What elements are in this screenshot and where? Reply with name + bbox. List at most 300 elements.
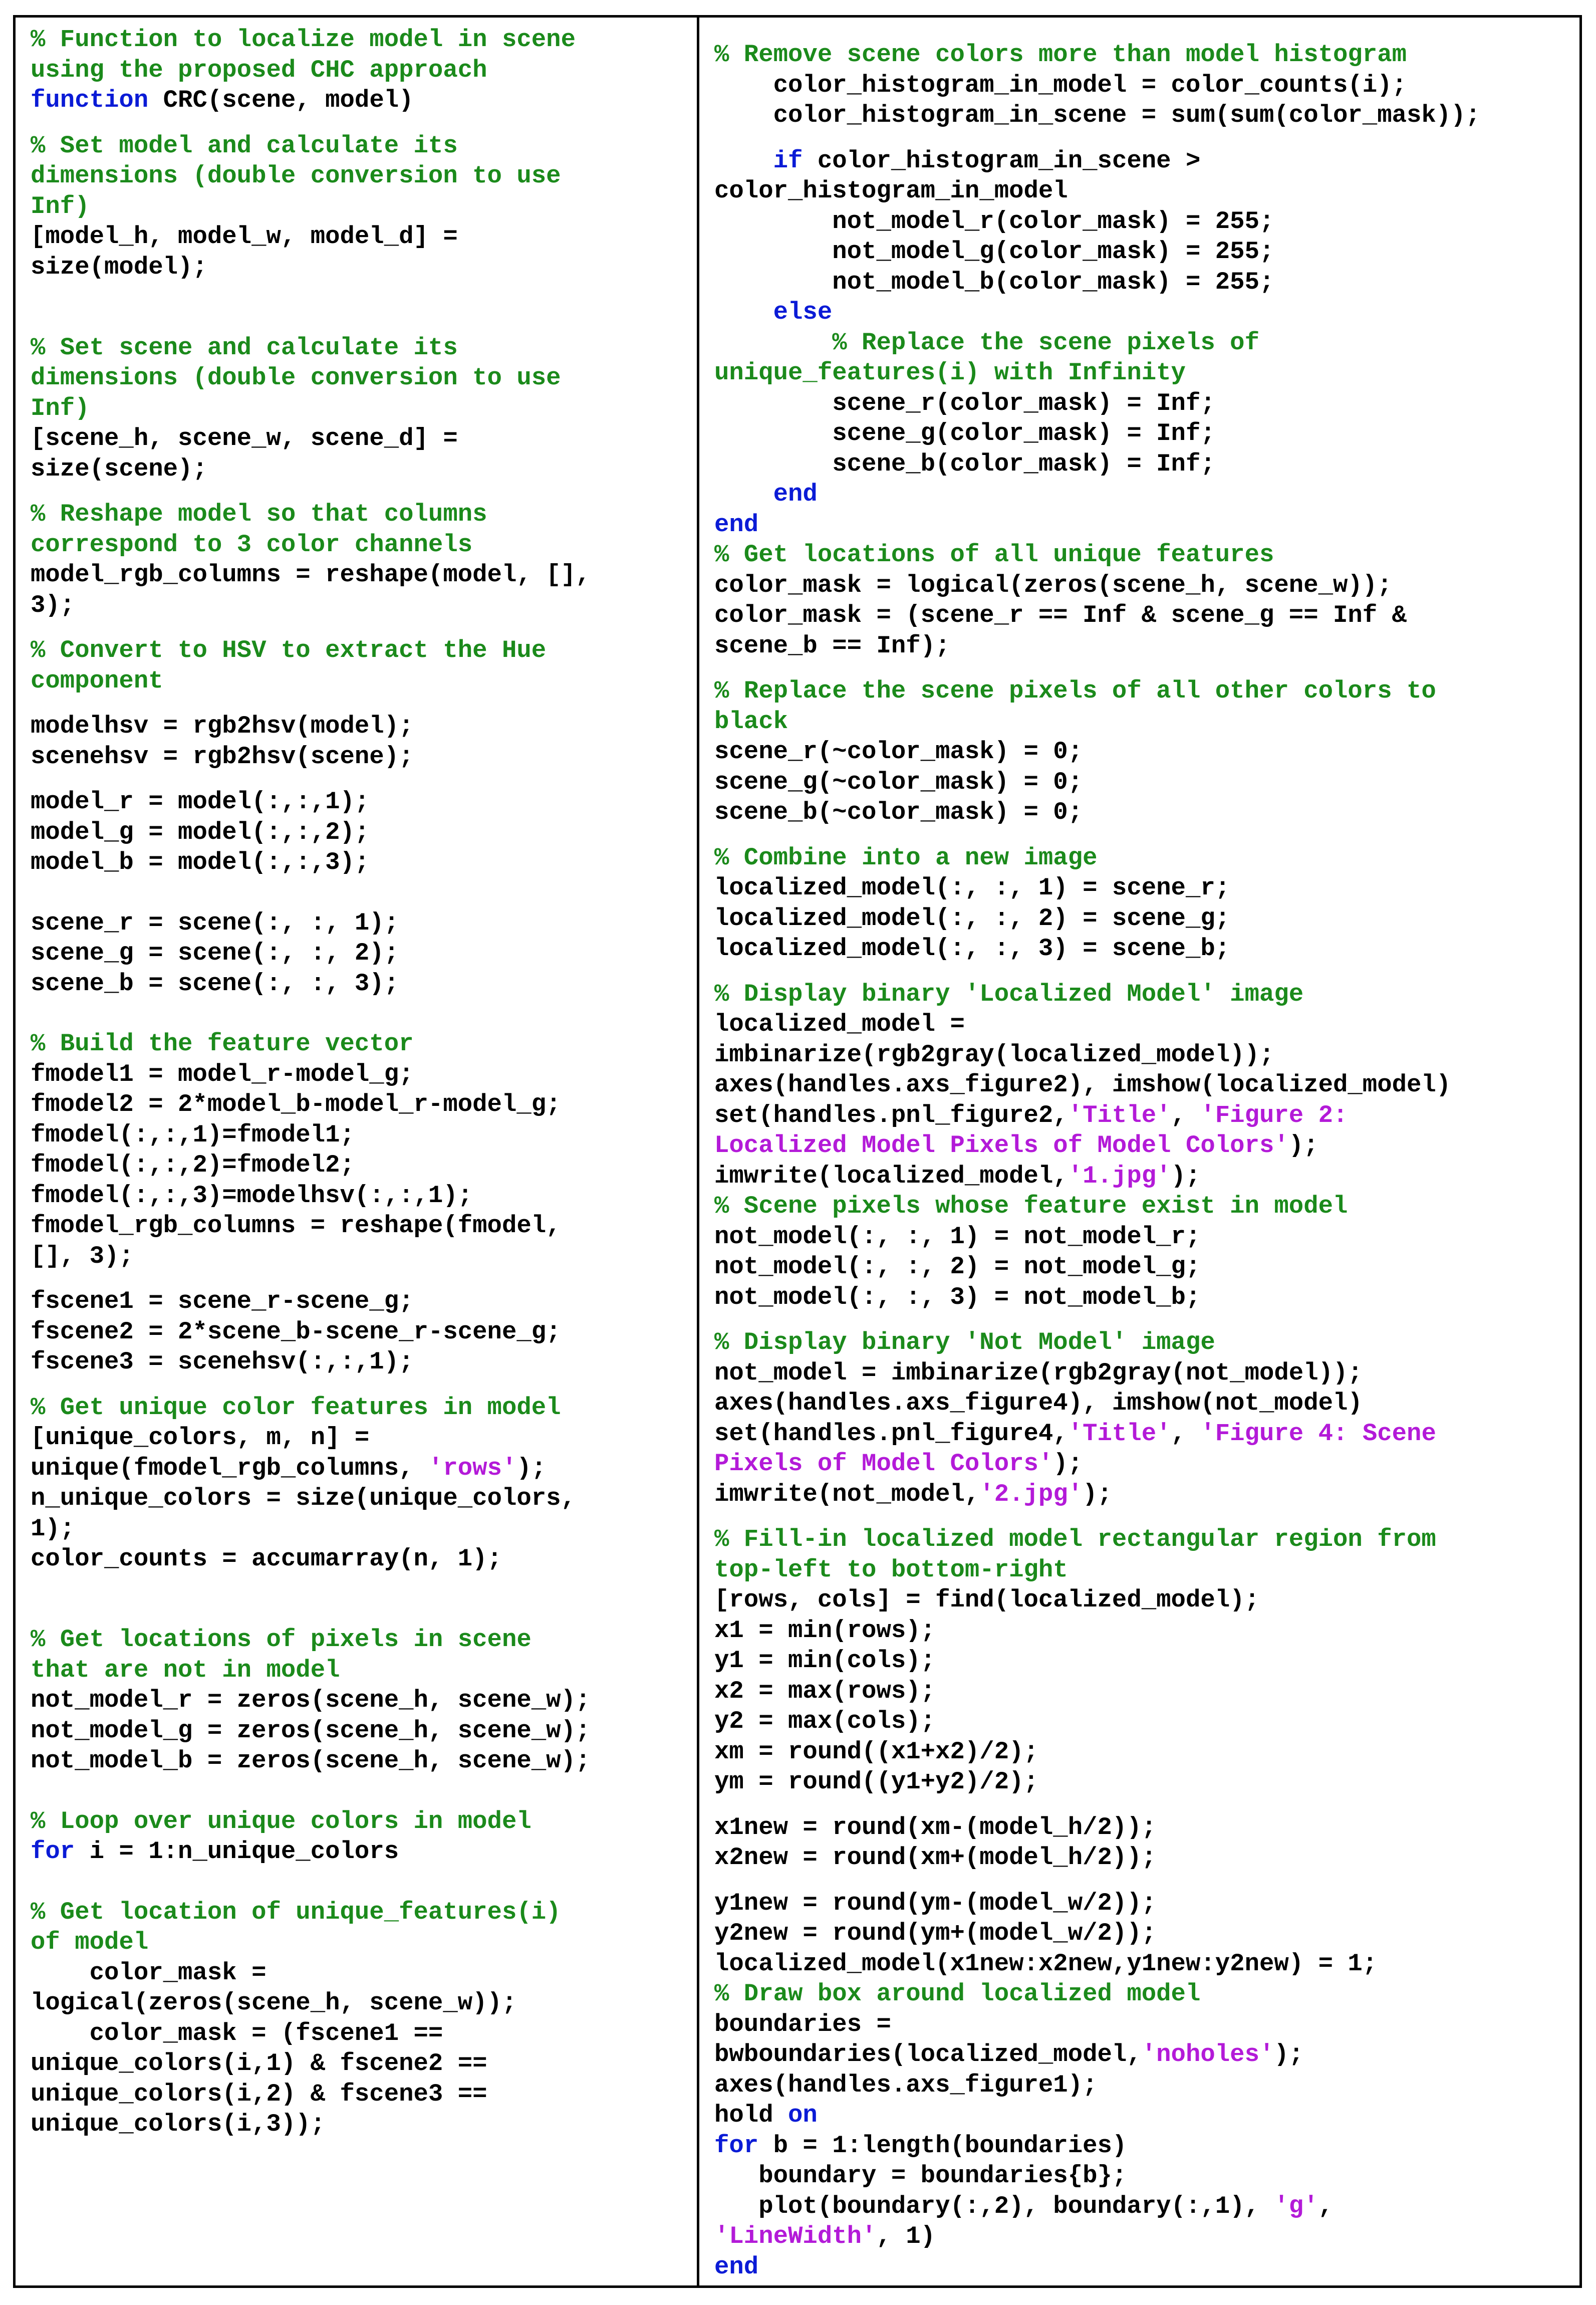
code-line xyxy=(714,418,1574,449)
code-line xyxy=(714,146,1574,176)
line-gap xyxy=(714,964,1574,979)
code-comment: % Display binary 'Localized Model' image xyxy=(714,980,1304,1008)
right-code-block xyxy=(714,18,1574,2282)
line-gap xyxy=(714,1797,1574,1812)
code-line xyxy=(714,1252,1574,1282)
code-line xyxy=(714,328,1574,358)
code-comment: % Scene pixels whose feature exist in model xyxy=(714,1192,1348,1220)
code-line xyxy=(714,631,1574,661)
code-text: xm = round((x1+x2)/2); xyxy=(714,1737,1038,1766)
code-line xyxy=(714,1616,1574,1646)
code-text xyxy=(714,147,773,175)
code-keyword: on xyxy=(788,2101,818,2129)
code-string: 'rows' xyxy=(428,1454,517,1482)
code-line xyxy=(714,2009,1574,2040)
code-text: axes(handles.axs_figure4), imshow(not_model) xyxy=(714,1389,1363,1417)
code-text: , xyxy=(1171,1419,1201,1448)
code-comment: % Replace the scene pixels of xyxy=(832,328,1259,357)
code-line xyxy=(31,1958,692,1988)
code-line xyxy=(714,1676,1574,1707)
code-text: boundaries = xyxy=(714,2010,891,2038)
code-line xyxy=(31,393,692,424)
code-text: x1new = round(xm-(model_h/2)); xyxy=(714,1813,1157,1841)
code-line xyxy=(714,267,1574,298)
code-text: ); xyxy=(516,1454,547,1482)
code-line xyxy=(31,55,692,86)
line-gap xyxy=(31,1574,692,1594)
code-text: scene_r = scene(:, :, 1); xyxy=(31,908,399,937)
code-line xyxy=(714,1979,1574,2009)
code-keyword: for xyxy=(31,1837,75,1866)
code-text: localized_model(:, :, 1) = scene_r; xyxy=(714,874,1230,902)
code-comment: % Fill-in localized model rectangular region from xyxy=(714,1525,1436,1553)
code-text: not_model(:, :, 1) = not_model_r; xyxy=(714,1222,1201,1251)
code-line xyxy=(31,1453,692,1484)
code-text: color_histogram_in_scene = sum(sum(color_mask)); xyxy=(714,101,1481,129)
code-text: not_model(:, :, 2) = not_model_g; xyxy=(714,1253,1201,1281)
code-line xyxy=(31,2018,692,2049)
code-line xyxy=(714,843,1574,873)
line-gap xyxy=(31,999,692,1029)
code-line xyxy=(31,938,692,969)
code-text: x2new = round(xm+(model_h/2)); xyxy=(714,1843,1157,1872)
code-line xyxy=(714,479,1574,510)
code-text: modelhsv = rgb2hsv(model); xyxy=(31,712,414,740)
code-text: set(handles.pnl_figure4, xyxy=(714,1419,1068,1448)
code-line xyxy=(31,1836,692,1867)
code-line xyxy=(31,560,692,590)
code-line xyxy=(31,161,692,191)
code-line xyxy=(714,873,1574,903)
code-line xyxy=(714,979,1574,1010)
code-line xyxy=(714,1100,1574,1131)
line-gap xyxy=(714,1873,1574,1888)
code-text: color_mask = logical(zeros(scene_h, scene_w)); xyxy=(714,571,1392,599)
code-line xyxy=(31,1988,692,2018)
code-line xyxy=(714,1479,1574,1510)
code-line xyxy=(714,2039,1574,2070)
line-gap xyxy=(31,1867,692,1897)
code-text: not_model = imbinarize(rgb2gray(not_model)); xyxy=(714,1358,1363,1387)
code-line xyxy=(714,1706,1574,1737)
code-line xyxy=(714,934,1574,964)
code-text: model_r = model(:,:,1); xyxy=(31,788,370,816)
code-text: not_model_r(color_mask) = 255; xyxy=(714,207,1274,236)
code-text: plot(boundary(:,2), boundary(:,1), xyxy=(714,2192,1274,2220)
line-gap xyxy=(31,878,692,908)
code-string: 'noholes' xyxy=(1141,2040,1274,2068)
code-text: imwrite(localized_model, xyxy=(714,1162,1068,1190)
code-line xyxy=(714,176,1574,206)
code-text: i = 1:n_unique_colors xyxy=(75,1837,399,1866)
code-comment: Inf) xyxy=(31,192,90,220)
code-line xyxy=(31,787,692,817)
code-comment: % Replace the scene pixels of all other colors to xyxy=(714,677,1436,705)
code-line xyxy=(714,1918,1574,1949)
code-line xyxy=(714,1070,1574,1100)
code-text: fmodel2 = 2*model_b-model_r-model_g; xyxy=(31,1090,561,1118)
code-line xyxy=(31,1594,692,1625)
code-string: 'Figure 2: xyxy=(1200,1101,1348,1129)
code-text: localized_model(:, :, 3) = scene_b; xyxy=(714,935,1230,963)
code-line xyxy=(31,742,692,772)
code-text: ); xyxy=(1288,1131,1318,1160)
code-text: size(scene); xyxy=(31,454,207,483)
code-keyword: function xyxy=(31,86,149,114)
code-line xyxy=(31,1347,692,1377)
code-line xyxy=(31,1544,692,1574)
code-text: b = 1:length(boundaries) xyxy=(758,2131,1127,2160)
code-comment: % Reshape model so that columns xyxy=(31,500,487,528)
code-text: scene_g(~color_mask) = 0; xyxy=(714,768,1083,796)
line-gap xyxy=(31,484,692,499)
code-line xyxy=(31,191,692,222)
code-line xyxy=(714,570,1574,601)
code-text: color_counts = accumarray(n, 1); xyxy=(31,1545,502,1573)
code-line xyxy=(714,903,1574,934)
code-line xyxy=(714,737,1574,767)
code-text: ); xyxy=(1274,2040,1304,2068)
code-line xyxy=(714,2191,1574,2222)
code-line xyxy=(714,2131,1574,2161)
code-line xyxy=(31,1897,692,1928)
code-line xyxy=(714,1130,1574,1161)
code-text: [unique_colors, m, n] = xyxy=(31,1424,370,1452)
code-text: y2new = round(ym+(model_w/2)); xyxy=(714,1919,1157,1947)
code-line xyxy=(714,797,1574,828)
code-text: fmodel(:,:,3)=modelhsv(:,:,1); xyxy=(31,1181,473,1210)
code-line xyxy=(31,817,692,848)
code-text: [scene_h, scene_w, scene_d] = xyxy=(31,424,458,452)
code-line xyxy=(714,1222,1574,1252)
code-line xyxy=(714,2100,1574,2131)
code-line xyxy=(714,600,1574,631)
code-comment: % Get unique color features in model xyxy=(31,1393,561,1422)
code-text: fscene3 = scenehsv(:,:,1); xyxy=(31,1348,414,1376)
code-text: x2 = max(rows); xyxy=(714,1677,936,1705)
code-text: y1new = round(ym-(model_w/2)); xyxy=(714,1889,1157,1917)
code-line xyxy=(714,2252,1574,2282)
code-line xyxy=(31,1241,692,1272)
code-line xyxy=(31,908,692,939)
code-comment: % Convert to HSV to extract the Hue xyxy=(31,636,547,664)
code-comment: % Loop over unique colors in model xyxy=(31,1807,531,1835)
code-text: not_model_g = zeros(scene_h, scene_w); xyxy=(31,1716,591,1745)
code-text: localized_model(:, :, 2) = scene_g; xyxy=(714,904,1230,933)
line-gap xyxy=(714,1312,1574,1327)
code-text: size(model); xyxy=(31,253,207,281)
code-line xyxy=(714,2070,1574,2101)
code-line xyxy=(31,635,692,666)
code-line xyxy=(31,2109,692,2140)
code-text: not_model_g(color_mask) = 255; xyxy=(714,238,1274,266)
code-line xyxy=(31,302,692,333)
code-line xyxy=(31,1514,692,1544)
code-comment: dimensions (double conversion to use xyxy=(31,364,561,392)
code-text: unique_colors(i,1) & fscene2 == xyxy=(31,2049,487,2078)
code-line xyxy=(31,1483,692,1514)
code-keyword: else xyxy=(773,298,833,326)
code-line xyxy=(31,1317,692,1347)
code-text: color_histogram_in_model xyxy=(714,177,1068,205)
code-text xyxy=(714,329,832,357)
code-text: not_model_b(color_mask) = 255; xyxy=(714,268,1274,296)
code-line xyxy=(714,1191,1574,1222)
line-gap xyxy=(714,828,1574,843)
left-code-block xyxy=(31,18,692,2140)
code-text: color_mask = (fscene1 == xyxy=(31,2019,443,2047)
code-line xyxy=(714,1161,1574,1192)
code-text: scene_b(color_mask) = Inf; xyxy=(714,449,1215,478)
code-text: scene_g = scene(:, :, 2); xyxy=(31,939,399,967)
code-text: scene_b(~color_mask) = 0; xyxy=(714,798,1083,826)
code-text: , xyxy=(1171,1101,1201,1129)
code-comment: % Get location of unique_features(i) xyxy=(31,1898,561,1926)
code-comment: dimensions (double conversion to use xyxy=(31,162,561,190)
code-comment: of model xyxy=(31,1928,149,1956)
code-text: set(handles.pnl_figure2, xyxy=(714,1101,1068,1129)
code-text: axes(handles.axs_figure1); xyxy=(714,2070,1098,2099)
code-line xyxy=(31,666,692,697)
code-text: y1 = min(cols); xyxy=(714,1647,936,1675)
code-comment: % Remove scene colors more than model histogram xyxy=(714,41,1407,69)
code-keyword: for xyxy=(714,2131,759,2160)
code-text: color_histogram_in_scene > xyxy=(803,146,1201,175)
code-text: n_unique_colors = size(unique_colors, xyxy=(31,1484,576,1512)
code-text: fmodel(:,:,1)=fmodel1; xyxy=(31,1120,355,1149)
line-gap xyxy=(31,620,692,635)
code-comment: that are not in model xyxy=(31,1656,340,1684)
code-line xyxy=(714,1009,1574,1040)
right-code-column xyxy=(699,18,1579,2285)
line-gap xyxy=(714,661,1574,676)
code-text: y2 = max(cols); xyxy=(714,1707,936,1735)
code-text: 3); xyxy=(31,591,75,619)
code-comment: % Combine into a new image xyxy=(714,843,1098,872)
code-text: ym = round((y1+y2)/2); xyxy=(714,1768,1038,1796)
line-gap xyxy=(31,1776,692,1806)
code-text: not_model_b = zeros(scene_h, scene_w); xyxy=(31,1747,591,1775)
code-string: Localized Model Pixels of Model Colors' xyxy=(714,1131,1289,1160)
code-line xyxy=(714,1949,1574,1979)
code-string: Pixels of Model Colors' xyxy=(714,1450,1053,1478)
code-line xyxy=(714,449,1574,480)
line-gap xyxy=(31,18,692,25)
code-line xyxy=(31,969,692,999)
code-comment: % Build the feature vector xyxy=(31,1030,414,1058)
code-text: ); xyxy=(1171,1162,1201,1190)
code-string: 'LineWidth' xyxy=(714,2222,877,2250)
code-text: scene_b = scene(:, :, 3); xyxy=(31,969,399,998)
code-text: , 1) xyxy=(876,2222,936,2250)
code-comment: top-left to bottom-right xyxy=(714,1555,1068,1584)
code-line xyxy=(31,2048,692,2079)
line-gap xyxy=(31,282,692,302)
code-text: fmodel1 = model_r-model_g; xyxy=(31,1060,414,1088)
code-text: x1 = min(rows); xyxy=(714,1616,936,1645)
code-text: imwrite(not_model, xyxy=(714,1480,980,1508)
code-text: scene_r(color_mask) = Inf; xyxy=(714,389,1215,417)
code-text: unique(fmodel_rgb_columns, xyxy=(31,1454,428,1482)
code-line xyxy=(31,1655,692,1686)
code-text: [rows, cols] = find(localized_model); xyxy=(714,1586,1259,1614)
code-line xyxy=(31,1029,692,1059)
code-text: model_rgb_columns = reshape(model, [], xyxy=(31,561,591,589)
code-text xyxy=(714,480,773,508)
code-comment: % Display binary 'Not Model' image xyxy=(714,1328,1215,1356)
code-text: scene_g(color_mask) = Inf; xyxy=(714,419,1215,447)
line-gap xyxy=(31,696,692,711)
code-line xyxy=(714,676,1574,707)
code-keyword: if xyxy=(773,146,803,175)
code-text: fmodel(:,:,2)=fmodel2; xyxy=(31,1151,355,1179)
code-line xyxy=(31,1746,692,1776)
code-text: logical(zeros(scene_h, scene_w)); xyxy=(31,1989,517,2017)
code-text: localized_model(x1new:x2new,y1new:y2new) = 1; xyxy=(714,1949,1378,1978)
code-comment: component xyxy=(31,666,163,695)
code-line xyxy=(714,1419,1574,1449)
code-text: scenehsv = rgb2hsv(scene); xyxy=(31,742,414,771)
code-line xyxy=(714,1388,1574,1419)
line-gap xyxy=(714,1509,1574,1524)
code-line xyxy=(714,1888,1574,1919)
code-comment: Inf) xyxy=(31,394,90,422)
code-comment: % Set scene and calculate its xyxy=(31,333,458,362)
code-text: fscene1 = scene_r-scene_g; xyxy=(31,1287,414,1315)
code-line xyxy=(714,1449,1574,1479)
code-comment: unique_features(i) with Infinity xyxy=(714,359,1186,387)
code-text: color_mask = xyxy=(31,1958,267,1987)
code-line xyxy=(31,1286,692,1317)
code-text: axes(handles.axs_figure2), imshow(localized_model) xyxy=(714,1071,1451,1099)
code-line xyxy=(31,333,692,363)
line-gap xyxy=(714,18,1574,40)
code-line xyxy=(714,1327,1574,1358)
code-comment: % Function to localize model in scene xyxy=(31,26,576,54)
code-line xyxy=(714,1812,1574,1843)
code-text: boundary = boundaries{b}; xyxy=(714,2162,1127,2190)
code-text: color_histogram_in_model = color_counts(i); xyxy=(714,71,1407,99)
code-line xyxy=(31,2079,692,2110)
code-line xyxy=(714,540,1574,570)
code-line xyxy=(714,1358,1574,1389)
code-text: 1); xyxy=(31,1514,75,1543)
code-line xyxy=(31,1393,692,1423)
code-line xyxy=(31,25,692,55)
code-line xyxy=(31,1059,692,1090)
code-text: scene_r(~color_mask) = 0; xyxy=(714,738,1083,766)
code-line xyxy=(31,1685,692,1716)
code-text: localized_model = xyxy=(714,1010,965,1038)
code-line xyxy=(714,2161,1574,2191)
code-line xyxy=(31,1120,692,1150)
code-text: ); xyxy=(1083,1480,1112,1508)
code-line xyxy=(714,767,1574,798)
code-line xyxy=(714,237,1574,267)
code-text: model_g = model(:,:,2); xyxy=(31,818,370,846)
code-line xyxy=(714,100,1574,131)
code-text: hold xyxy=(714,2101,788,2129)
code-line xyxy=(31,363,692,393)
code-line xyxy=(714,40,1574,70)
code-line xyxy=(31,1927,692,1958)
line-gap xyxy=(31,1271,692,1286)
code-text: ); xyxy=(1053,1450,1083,1478)
code-line xyxy=(31,1089,692,1120)
code-comment: correspond to 3 color channels xyxy=(31,530,473,559)
code-string: '2.jpg' xyxy=(979,1480,1083,1508)
code-text: unique_colors(i,3)); xyxy=(31,2110,326,2138)
code-line xyxy=(31,1181,692,1211)
code-line xyxy=(31,1423,692,1453)
code-text: [], 3); xyxy=(31,1242,134,1270)
code-line xyxy=(714,1282,1574,1313)
code-line xyxy=(31,423,692,454)
code-comment: using the proposed CHC approach xyxy=(31,56,487,84)
code-line xyxy=(714,1555,1574,1585)
left-code-column xyxy=(16,18,699,2285)
code-line xyxy=(714,510,1574,540)
code-line xyxy=(714,1646,1574,1676)
code-comment: black xyxy=(714,707,788,736)
code-keyword: end xyxy=(773,480,818,508)
code-line xyxy=(31,711,692,742)
code-text: not_model_r = zeros(scene_h, scene_w); xyxy=(31,1686,591,1714)
code-line xyxy=(31,1150,692,1181)
line-gap xyxy=(714,131,1574,146)
code-text: unique_colors(i,2) & fscene3 == xyxy=(31,2080,487,2108)
code-string: '1.jpg' xyxy=(1068,1162,1171,1190)
code-line xyxy=(31,590,692,621)
code-line xyxy=(714,707,1574,737)
code-line xyxy=(31,221,692,252)
code-line xyxy=(714,1524,1574,1555)
code-comment: % Get locations of all unique features xyxy=(714,541,1274,569)
code-line xyxy=(31,1625,692,1655)
code-text: [model_h, model_w, model_d] = xyxy=(31,222,458,251)
code-text: fmodel_rgb_columns = reshape(fmodel, xyxy=(31,1212,561,1240)
code-string: 'g' xyxy=(1274,2192,1318,2220)
code-comment: % Set model and calculate its xyxy=(31,131,458,160)
code-line xyxy=(714,297,1574,328)
code-line xyxy=(31,847,692,878)
code-text: , xyxy=(1318,2192,1334,2220)
code-line xyxy=(31,1716,692,1746)
code-line xyxy=(714,1040,1574,1070)
code-text: color_mask = (scene_r == Inf & scene_g == Inf & xyxy=(714,601,1407,629)
code-text: bwboundaries(localized_model, xyxy=(714,2040,1142,2068)
code-line xyxy=(31,530,692,560)
code-line xyxy=(714,206,1574,237)
code-listing-table xyxy=(13,15,1582,2288)
code-text: fscene2 = 2*scene_b-scene_r-scene_g; xyxy=(31,1317,561,1346)
code-text: model_b = model(:,:,3); xyxy=(31,848,370,876)
code-text: imbinarize(rgb2gray(localized_model)); xyxy=(714,1040,1274,1069)
code-line xyxy=(714,1737,1574,1767)
code-line xyxy=(714,388,1574,419)
code-text xyxy=(714,298,773,326)
code-line xyxy=(31,85,692,116)
line-gap xyxy=(31,1377,692,1393)
code-line xyxy=(31,252,692,283)
code-keyword: end xyxy=(714,2252,759,2281)
code-text: scene_b == Inf); xyxy=(714,631,950,660)
code-line xyxy=(31,1806,692,1837)
code-line xyxy=(714,2221,1574,2252)
code-text: CRC(scene, model) xyxy=(148,86,414,114)
code-line xyxy=(714,1767,1574,1797)
code-string: 'Title' xyxy=(1068,1419,1171,1448)
